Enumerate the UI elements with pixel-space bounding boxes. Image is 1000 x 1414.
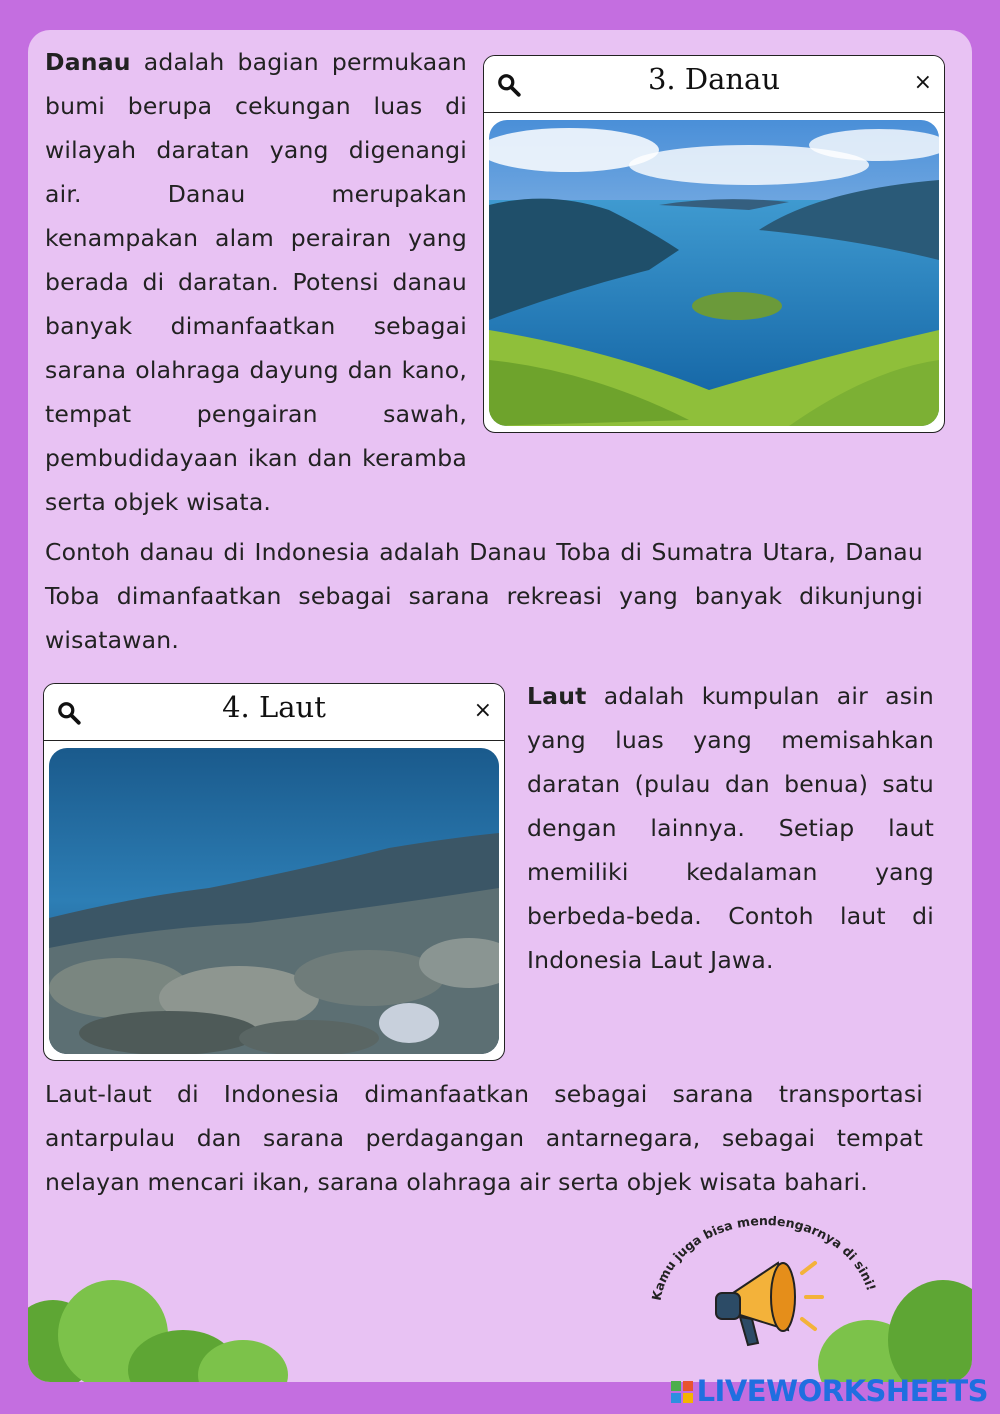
- laut-term: Laut: [527, 682, 587, 710]
- laut-card-header: [44, 684, 504, 741]
- close-icon[interactable]: ×: [473, 698, 492, 723]
- laut-description: adalah kumpulan air asin yang luas yang memisahkan daratan (pulau dan benua) satu dengan lainnya. Setiap laut memiliki kedalaman yang berbeda-beda. Contoh laut di Indonesia Laut Jawa.: [527, 682, 934, 974]
- danau-card-title: 3. Danau: [647, 62, 781, 96]
- liveworksheets-wordmark: LIVEWORKSHEETS: [696, 1374, 988, 1408]
- danau-term: Danau: [45, 48, 131, 76]
- danau-paragraph: [45, 40, 467, 524]
- bush-decoration: [888, 1280, 972, 1382]
- danau-card: [483, 55, 945, 433]
- danau-card-header: [484, 56, 944, 113]
- worksheet-page: [28, 30, 972, 1382]
- audio-speaker-button[interactable]: [640, 1215, 890, 1365]
- laut-card-title: 4. Laut: [222, 690, 326, 724]
- close-icon[interactable]: ×: [913, 70, 932, 95]
- laut-card: [43, 683, 505, 1061]
- audio-caption: Kamu juga bisa mendengarnya di sini!: [648, 1215, 880, 1302]
- laut-usage-paragraph: Laut-laut di Indonesia dimanfaatkan sebagai sarana transportasi antarpulau dan sarana perdagangan antarnegara, sebagai tempat nelayan mencari ikan, sarana olahraga air serta objek wisata bahari.: [45, 1080, 923, 1196]
- danau-example-paragraph: Contoh danau di Indonesia adalah Danau Toba di Sumatra Utara, Danau Toba dimanfaatkan sebagai sarana rekreasi yang banyak dikunjungi wisatawan.: [45, 538, 923, 654]
- lake-photo: [489, 120, 939, 426]
- liveworksheets-logo-icon: [671, 1381, 693, 1403]
- danau-description: adalah bagian permukaan bumi berupa cekungan luas di wilayah daratan yang digenangi air. Danau merupakan kenampakan alam perairan yang berada di daratan. Potensi danau banyak dimanfaatkan sebagai sarana olahraga dayung dan kano, tempat pengairan sawah, pembudidayaan ikan dan keramba serta objek wisata.: [45, 48, 467, 516]
- laut-paragraph: [527, 674, 934, 982]
- liveworksheets-brand: [671, 1374, 988, 1408]
- megaphone-icon[interactable]: [640, 1215, 890, 1365]
- coral-reef-photo: [49, 748, 499, 1054]
